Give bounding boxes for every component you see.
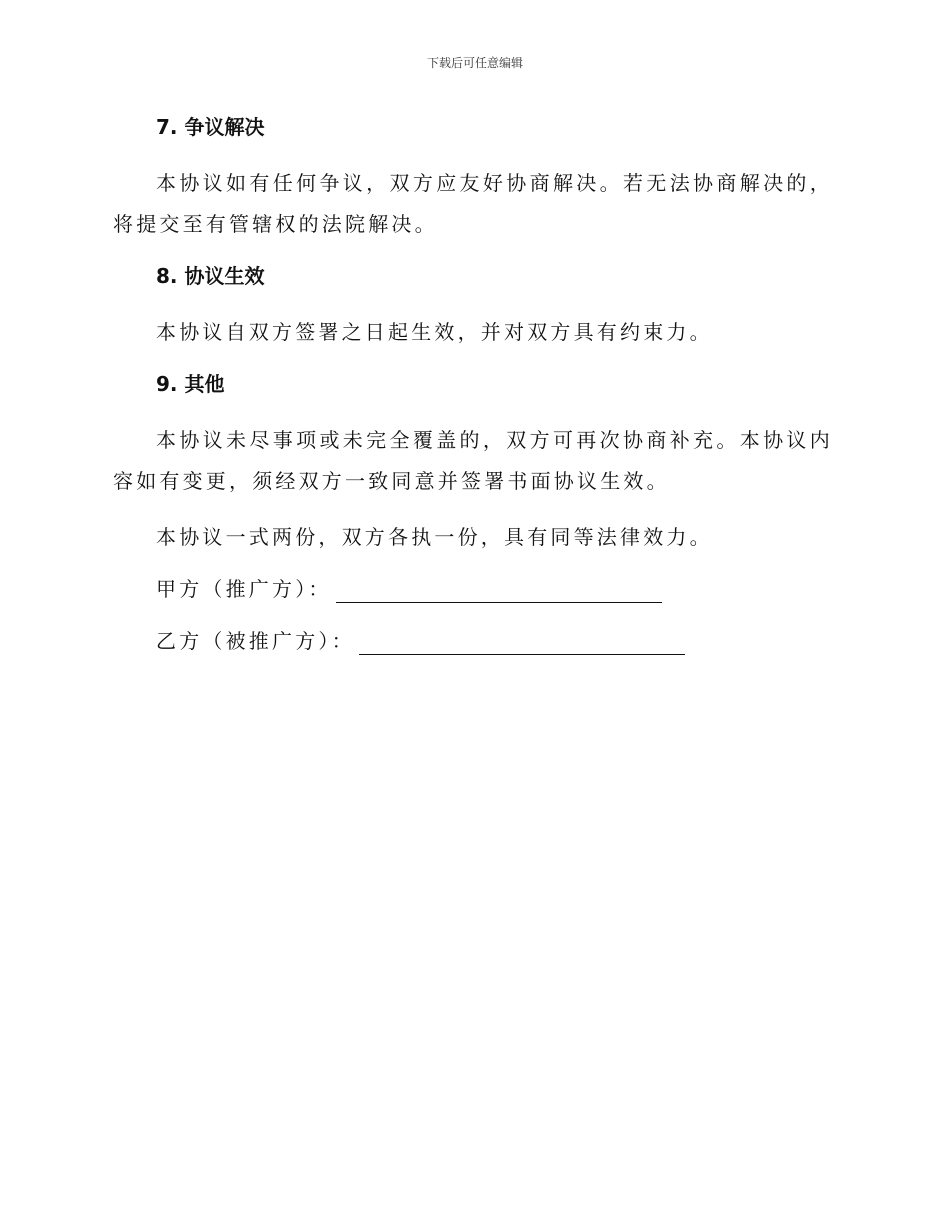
section-heading-dispute: 7. 争议解决 [156,115,265,139]
party-b-label: 乙方（被推广方）： [156,629,355,653]
party-a-label: 甲方（推广方）： [156,577,332,601]
paragraph-effective: 本协议自双方签署之日起生效，并对双方具有约束力。 [156,320,713,344]
page-header: 下载后可任意编辑 [426,56,523,70]
document-body [113,111,833,677]
signature-row-party-b [113,625,833,657]
paragraph-dispute: 本协议如有任何争议，双方应友好协商解决。若无法协商解决的，将提交至有管辖权的法院解决。 [113,171,833,236]
signature-row-party-a [113,573,833,605]
party-b-signature-line[interactable] [359,630,685,655]
paragraph-other-supplement: 本协议未尽事项或未完全覆盖的，双方可再次协商补充。本协议内容如有变更，须经双方一致同意并签署书面协议生效。 [113,428,833,493]
section-heading-other: 9. 其他 [156,372,225,396]
section-heading-effective: 8. 协议生效 [156,264,265,288]
paragraph-other-copies: 本协议一式两份，双方各执一份，具有同等法律效力。 [156,525,713,549]
party-a-signature-line[interactable] [336,578,662,603]
